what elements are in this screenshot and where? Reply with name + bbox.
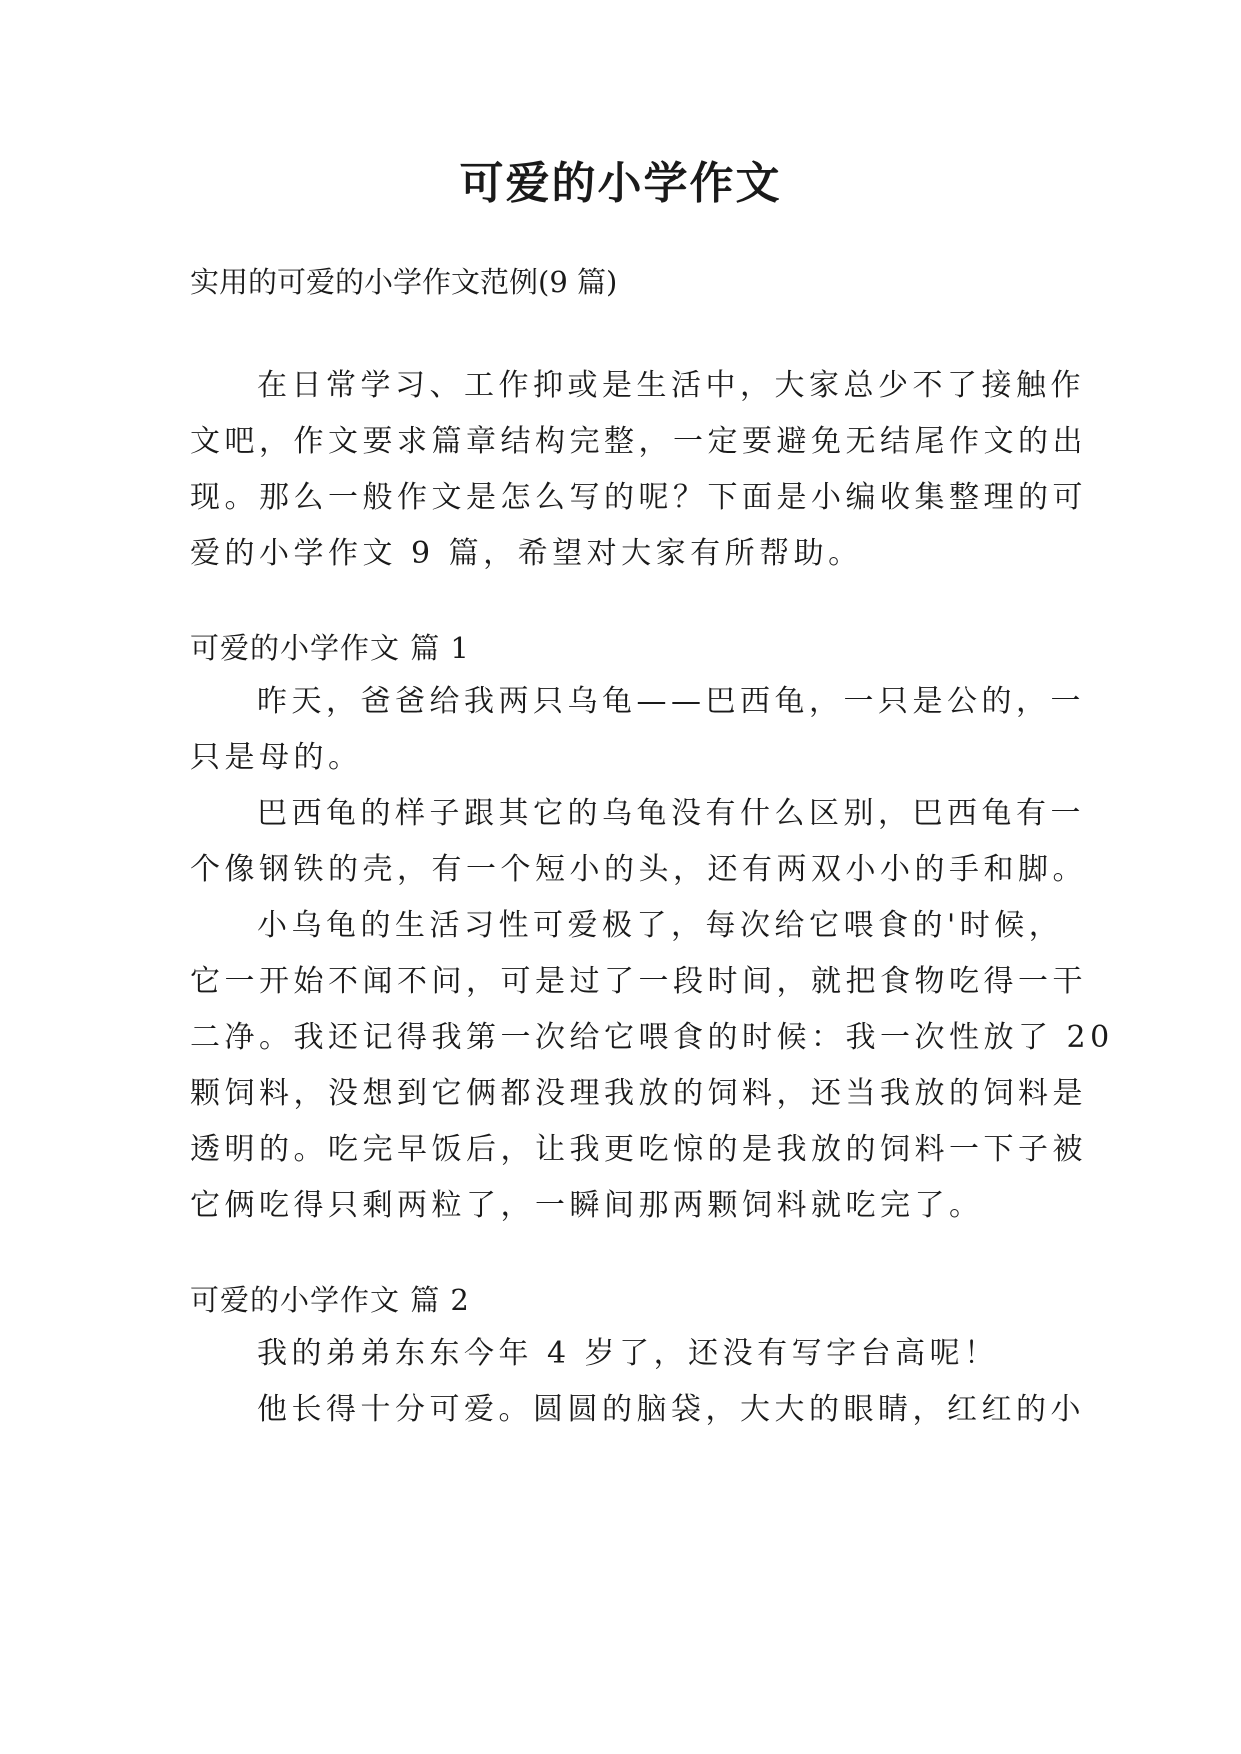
section1-line: 昨天，爸爸给我两只乌龟——巴西龟，一只是公的，一 (257, 684, 1085, 719)
section1-line: 颗饲料，没想到它俩都没理我放的饲料，还当我放的饲料是 (190, 1076, 1087, 1111)
section2-line: 我的弟弟东东今年 4 岁了，还没有写字台高呢！ (257, 1336, 999, 1371)
intro-line: 文吧，作文要求篇章结构完整，一定要避免无结尾作文的出 (190, 424, 1087, 459)
section1-line: 透明的。吃完早饭后，让我更吃惊的是我放的饲料一下子被 (190, 1132, 1087, 1167)
intro-line: 现。那么一般作文是怎么写的呢？下面是小编收集整理的可 (190, 480, 1087, 515)
intro-line: 爱的小学作文 9 篇，希望对大家有所帮助。 (190, 536, 863, 571)
document-subtitle: 实用的可爱的小学作文范例(9 篇) (190, 265, 618, 299)
intro-line: 在日常学习、工作抑或是生活中，大家总少不了接触作 (257, 368, 1085, 403)
section1-line: 个像钢铁的壳，有一个短小的头，还有两双小小的手和脚。 (190, 852, 1087, 887)
section1-line: 它俩吃得只剩两粒了，一瞬间那两颗饲料就吃完了。 (190, 1188, 984, 1223)
section1-line: 小乌龟的生活习性可爱极了，每次给它喂食的'时候， (257, 908, 1064, 943)
section-heading-1: 可爱的小学作文 篇 1 (190, 631, 470, 665)
section1-line: 二净。我还记得我第一次给它喂食的时候：我一次性放了 20 (190, 1020, 1114, 1055)
section1-line: 只是母的。 (190, 740, 363, 775)
section1-line: 巴西龟的样子跟其它的乌龟没有什么区别，巴西龟有一 (257, 796, 1085, 831)
section2-line: 他长得十分可爱。圆圆的脑袋，大大的眼睛，红红的小 (257, 1392, 1085, 1427)
section1-line: 它一开始不闻不问，可是过了一段时间，就把食物吃得一干 (190, 964, 1087, 999)
document-title: 可爱的小学作文 (459, 158, 782, 209)
section-heading-2: 可爱的小学作文 篇 2 (190, 1283, 470, 1317)
